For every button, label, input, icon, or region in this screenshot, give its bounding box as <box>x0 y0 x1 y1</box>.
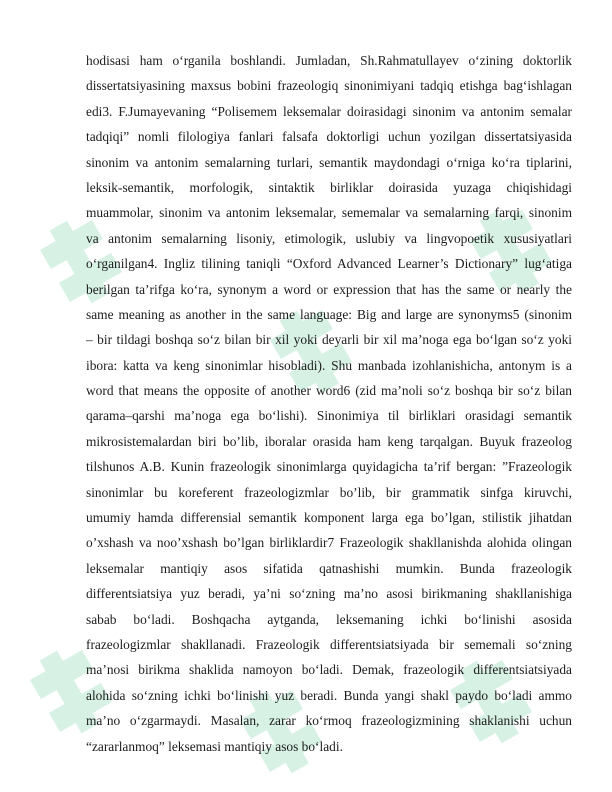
text-line: qarama–qarshi ma’noga ega bo‘lishi). Sinonimiya til birliklari orasidagi semantik <box>86 408 572 424</box>
text-line: muammolar, sinonim va antonim leksemalar, sememalar va semalarning farqi, sinonim <box>86 205 572 221</box>
text-line: ma’nosi birikma shaklida namoyon bo‘ladi. Demak, frazeologik differentsiatsiyada <box>86 662 572 678</box>
text-line: alohida so‘zning ichki bo‘linishi yuz beradi. Bunda yangi shakl paydo bo‘ladi ammo <box>86 687 572 703</box>
text-line: leksemalar mantiqiy asos sifatida qatnashishi mumkin. Bunda frazeologik <box>86 560 572 576</box>
text-line: sabab bo‘ladi. Boshqacha aytganda, leksemaning ichki bo‘linishi asosida <box>86 611 572 627</box>
text-line: sinonimlar bu koreferent frazeologizmlar bo’lib, bir grammatik sinfga kiruvchi, <box>86 484 572 500</box>
text-line: differentsiatsiya yuz beradi, ya’ni so‘zning ma’no asosi birikmaning shakllanishiga <box>86 586 572 602</box>
text-line: edi3. F.Jumayevaning “Polisemem leksemalar doirasidagi sinonim va antonim semalar <box>86 103 572 119</box>
text-line: tilshunos A.B. Kunin frazeologik sinonimlarga quyidagicha ta’rif bergan: ”Frazeologik <box>86 459 572 475</box>
text-line: frazeologizmlar shakllanadi. Frazeologik differentsiatsiyada bir sememali so‘zning <box>86 636 572 652</box>
text-line: tadqiqi” nomli filologiya fanlari falsafa doktorligi uchun yozilgan dissertatsiyasida <box>86 129 572 145</box>
text-line: – bir tildagi boshqa so‘z bilan bir xil yoki deyarli bir xil ma’noga ega bo‘lgan so‘z yoki <box>86 332 572 348</box>
text-line: word that means the opposite of another word6 (zid ma’noli so‘z boshqa bir so‘z bilan <box>86 383 572 399</box>
text-line: mikrosistemalardan biri bo’lib, iboralar orasida ham keng tarqalgan. Buyuk frazeolog <box>86 433 572 449</box>
text-line: dissertatsiyasining maxsus bobini frazeologiq sinonimiyani tadqiq etishga bag‘ishlagan <box>86 78 572 94</box>
text-line: hodisasi ham o‘rganila boshlandi. Jumladan, Sh.Rahmatullayev o‘zining doktorlik <box>86 53 572 68</box>
text-line: same meaning as another in the same language: Big and large are synonyms5 (sinonim <box>86 306 572 322</box>
text-line: ibora: katta va keng sinonimlar hisobladi). Shu manbada izohlanishicha, antonym is a <box>86 357 572 373</box>
text-line: umumiy hamda differensial semantik komponent larga ega bo’lgan, stilistik jihatdan <box>86 510 572 526</box>
text-line: leksik-semantik, morfologik, sintaktik birliklar doirasida yuzaga chiqishidagi <box>86 179 572 195</box>
text-line: berilgan ta’rifga ko‘ra, synonym a word or expression that has the same or nearly the <box>86 281 572 297</box>
text-line: o‘rganilgan4. Ingliz tilining taniqli “Oxford Advanced Learner’s Dictionary” lug‘atiga <box>86 256 572 272</box>
document-body <box>86 48 572 759</box>
text-line: sinonim va antonim semalarning turlari, semantik maydondagi o‘rniga ko‘ra tiplarini, <box>86 154 572 170</box>
text-line: va antonim semalarning lisoniy, etimologik, uslubiy va lingvopoetik xususiyatlari <box>86 230 572 246</box>
text-line: “zararlanmoq” leksemasi mantiqiy asos bo‘ladi. <box>86 738 343 754</box>
text-line: ma’no o‘zgarmaydi. Masalan, zarar ko‘rmoq frazeologizmining shaklanishi uchun <box>86 713 572 729</box>
text-line: o’xshash va noo’xshash bo’lgan birliklardir7 Frazeologik shakllanishda alohida olingan <box>86 535 572 551</box>
